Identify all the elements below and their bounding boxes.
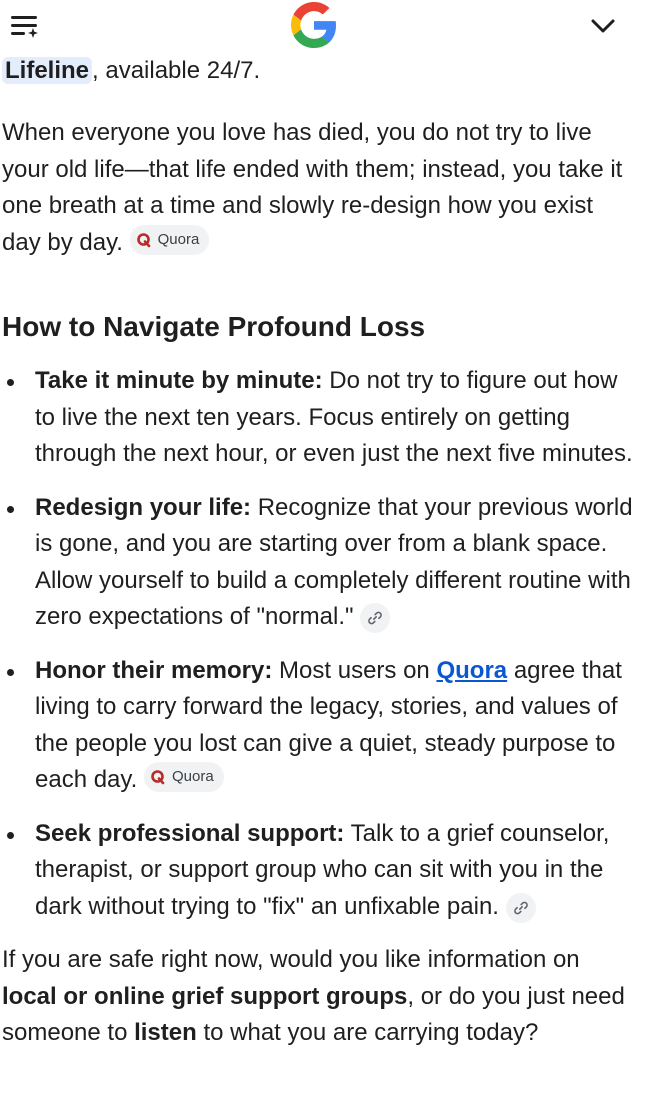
list-item (2, 363, 638, 473)
intro-paragraph (2, 115, 638, 261)
quora-icon (136, 232, 152, 248)
partial-text-line (2, 56, 260, 86)
list-item-text: Most users on (279, 656, 430, 684)
list-item-title: Honor their memory: (35, 656, 273, 684)
closing-text: If you are safe right now, would you like information on (2, 946, 580, 973)
closing-bold: local or online grief support groups (2, 982, 408, 1010)
list-item-text: agree that living to carry forward the legacy, stories, and values of the people you lost can give a quiet, steady purpose to each day. (35, 656, 622, 793)
source-chip-quora[interactable] (144, 762, 224, 792)
citation-link-chip[interactable] (506, 893, 536, 923)
list-item-text: Talk to a grief counselor, therapist, or support group who can sit with you in the dark without trying to "fix" an unfixable pain. (35, 819, 610, 920)
link-icon (367, 610, 383, 626)
source-chip-label: Quora (171, 768, 214, 785)
tips-list (2, 363, 638, 925)
partial-text: , available 24/7. (92, 57, 261, 84)
quora-icon (150, 769, 166, 785)
list-item-text: Do not try to figure out how to live the next ten years. Focus entirely on getting through the next hour, or even just the next five minutes. (35, 367, 633, 467)
closing-bold: listen (134, 1019, 197, 1046)
google-logo[interactable] (291, 2, 337, 48)
source-chip-quora[interactable] (130, 225, 210, 255)
section-heading: How to Navigate Profound Loss (2, 311, 426, 342)
list-item-title: Seek professional support: (35, 819, 345, 847)
list-item (2, 490, 638, 636)
chevron-down-icon[interactable] (589, 12, 617, 40)
top-bar (0, 0, 646, 52)
lifeline-link[interactable]: Lifeline (2, 57, 92, 84)
list-item-title: Redesign your life: (35, 493, 252, 521)
intro-text: When everyone you love has died, you do not try to live your old life—that life ended with them; instead, you take it one breath at a time and slowly re-design how you exist day by day. (2, 119, 623, 256)
list-item-title: Take it minute by minute: (35, 367, 323, 394)
link-icon (513, 900, 529, 916)
list-item (2, 816, 638, 926)
list-item (2, 653, 638, 799)
list-item-text: Recognize that your previous world is gone, and you are starting over from a blank space. Allow yourself to build a completely different routine with zero expectations of "normal." (35, 493, 633, 630)
closing-text: to what you are carrying today? (203, 1019, 539, 1046)
quora-inline-link[interactable]: Quora (436, 656, 508, 684)
closing-text: , or do you just need someone to (2, 982, 625, 1046)
closing-question (2, 942, 638, 1052)
menu-sparkle-icon[interactable] (10, 12, 40, 40)
citation-link-chip[interactable] (360, 603, 390, 633)
answer-content (2, 115, 638, 1052)
source-chip-label: Quora (157, 230, 200, 248)
